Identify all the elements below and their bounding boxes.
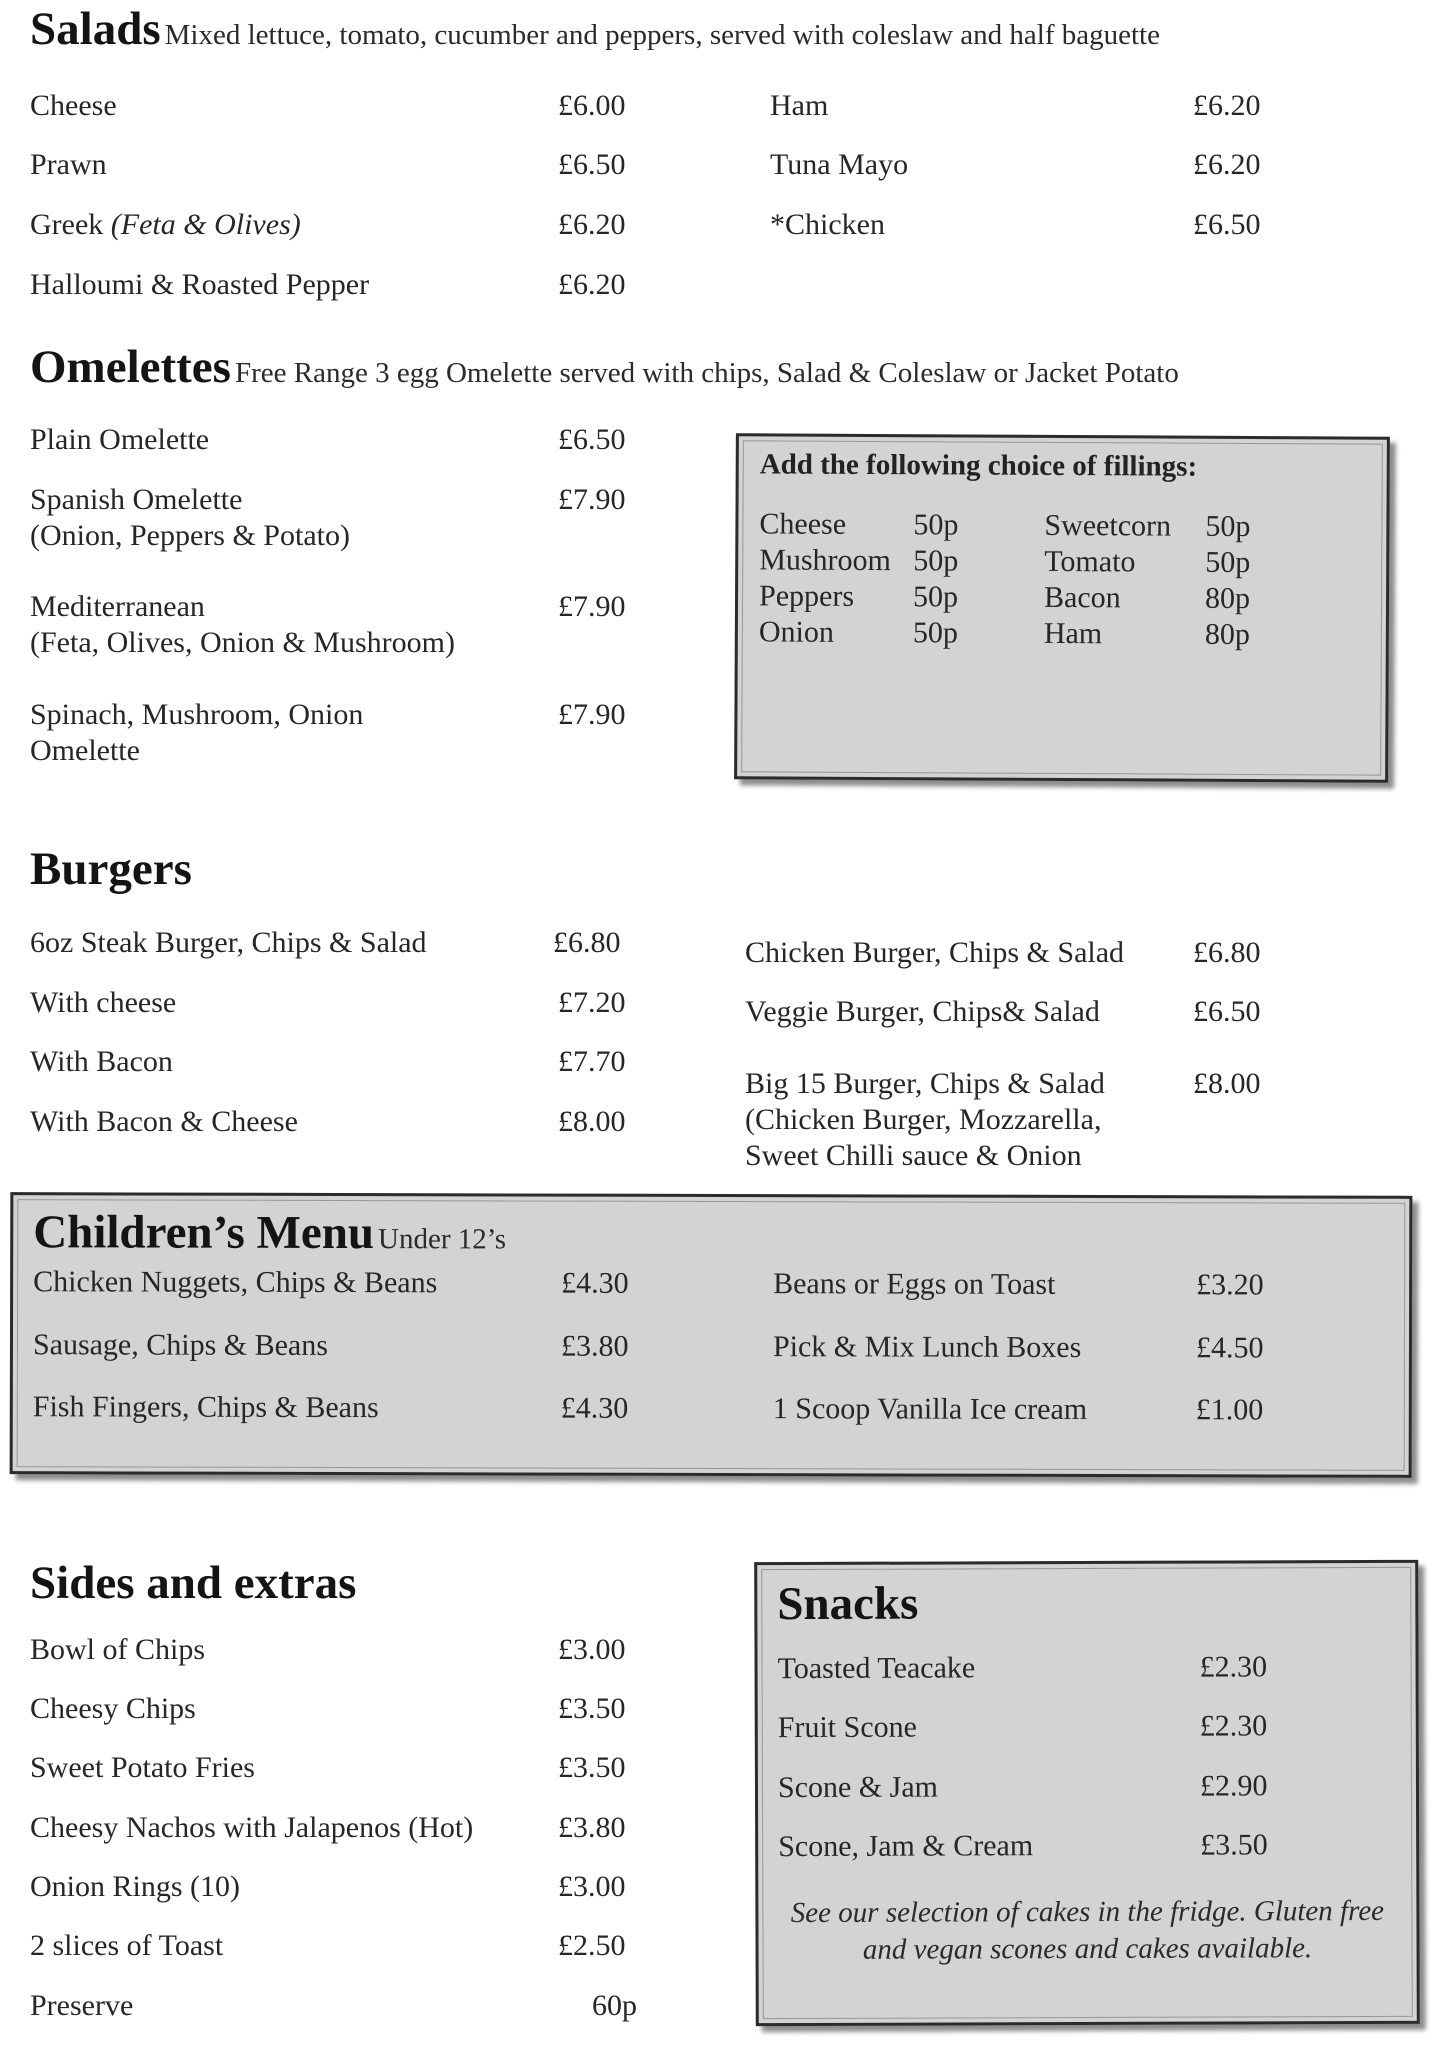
filling-price: 50p [912,616,958,650]
menu-item-name: With Bacon & Cheese [30,1105,298,1138]
menu-item-name: Tuna Mayo [770,148,909,181]
menu-item-price: £3.50 [1200,1828,1268,1862]
menu-item-name: Scone, Jam & Cream [778,1829,1034,1864]
menu-item-name: Fruit Scone [777,1710,917,1745]
menu-item-price: 60p [592,1989,637,2022]
menu-item-name: Chicken Burger, Chips & Salad [745,936,1125,969]
menu-item-detail: (Feta, Olives, Onion & Mushroom) [30,626,455,659]
menu-item-name: Cheesy Chips [30,1692,196,1725]
childrens-menu-description: Under 12’s [378,1223,507,1256]
menu-item-price: £4.50 [1195,1331,1264,1365]
menu-item-price: £7.90 [558,590,626,623]
menu-item-detail: Sweet Chilli sauce & Onion [745,1139,1082,1172]
menu-item-price: £7.90 [558,698,626,731]
menu-item-name: Cheesy Nachos with Jalapenos (Hot) [30,1811,474,1844]
filling-price: 80p [1204,581,1251,615]
menu-item-note: (Feta & Olives) [110,208,301,241]
menu-item-name: *Chicken [770,208,885,241]
menu-item-detail: (Onion, Peppers & Potato) [30,519,350,552]
menu-item-price: £6.50 [1193,995,1261,1028]
menu-item-name: Spinach, Mushroom, Onion [30,698,364,731]
menu-item-price: £3.20 [1196,1268,1264,1302]
menu-item-price: £3.80 [558,1811,626,1844]
menu-item-price: £7.70 [558,1045,626,1078]
menu-item-name: Scone & Jam [777,1770,939,1805]
sides-title: Sides and extras [30,1557,357,1609]
menu-item-price: £2.90 [1199,1769,1268,1803]
menu-item-price: £2.30 [1199,1650,1268,1684]
menu-item-name: Spanish Omelette [30,483,243,516]
snacks-note: See our selection of cakes in the fridge. Gluten free and vegan scones and cakes available. [790,1894,1385,1966]
filling-price: 50p [1205,545,1251,579]
menu-item-price: £2.30 [1199,1709,1268,1743]
filling-name: Onion [758,615,834,649]
menu-item-name: 2 slices of Toast [30,1929,224,1962]
menu-item-name: With cheese [30,986,177,1019]
menu-item-name: Onion Rings (10) [30,1870,240,1903]
snacks-box [754,1560,1420,2026]
omelettes-description: Free Range 3 egg Omelette served with chips, Salad & Coleslaw or Jacket Potato [234,357,1179,389]
menu-item-name: Halloumi & Roasted Pepper [30,268,370,301]
menu-item-name: Big 15 Burger, Chips & Salad [745,1067,1105,1100]
filling-price: 50p [913,544,959,578]
menu-item-name: With Bacon [30,1045,173,1078]
filling-name: Tomato [1044,544,1136,579]
salads-description: Mixed lettuce, tomato, cucumber and peppers, served with coleslaw and half baguette [164,19,1160,51]
menu-item-price: £6.50 [558,148,626,181]
childrens-menu-title: Children’s Menu [33,1206,375,1260]
burgers-title: Burgers [30,843,192,895]
menu-item-name: Plain Omelette [30,423,210,456]
menu-item-name: 6oz Steak Burger, Chips & Salad [30,926,427,959]
menu-item-detail: (Chicken Burger, Mozzarella, [745,1103,1102,1136]
menu-item-price: £7.90 [558,483,626,516]
menu-item-name: Prawn [30,148,107,181]
menu-item-price: £8.00 [558,1105,626,1138]
menu-item-name: Veggie Burger, Chips& Salad [745,995,1100,1028]
salads-heading [30,2,1160,56]
filling-name: Peppers [758,579,855,613]
childrens-menu-box [10,1192,1413,1478]
menu-item-price: £7.20 [558,986,626,1019]
menu-item-price: £6.20 [1193,89,1261,122]
filling-name: Ham [1043,616,1103,651]
menu-item-name: Bowl of Chips [30,1633,206,1666]
menu-item-price: £6.50 [558,423,626,456]
menu-item-price: £4.30 [560,1391,629,1425]
menu-item-name: Sausage, Chips & Beans [32,1328,328,1362]
menu-item-name-greek [30,207,301,243]
menu-item-price: £6.20 [1193,148,1261,181]
filling-name: Mushroom [759,543,892,578]
menu-item-price: £4.30 [561,1266,629,1300]
menu-item-price: £8.00 [1193,1067,1261,1100]
menu-item-price: £6.50 [1193,208,1261,241]
menu-item-name: Preserve [30,1989,134,2022]
menu-item-name: Toasted Teacake [777,1651,976,1686]
filling-price: 50p [912,580,959,614]
menu-item-name: 1 Scoop Vanilla Ice cream [772,1392,1088,1426]
menu-item-name: Ham [770,89,829,122]
menu-item-price: £3.00 [558,1633,626,1666]
fillings-box [734,433,1390,782]
menu-item-price: £2.50 [558,1929,626,1962]
menu-item-name: Beans or Eggs on Toast [773,1267,1056,1301]
menu-item-price: £6.80 [1193,936,1261,969]
filling-name: Bacon [1043,580,1121,615]
menu-item-price: £3.50 [558,1751,626,1784]
menu-item-name: Cheese [30,89,117,122]
menu-item-price: £6.20 [558,208,626,241]
salads-title: Salads [30,3,161,55]
filling-name: Cheese [759,507,847,541]
menu-item-price: £3.80 [560,1329,629,1363]
menu-item-name: Greek [30,208,104,241]
filling-price: 50p [913,508,959,542]
menu-item-price: £3.50 [558,1692,626,1725]
menu-item-price: £3.00 [558,1870,626,1903]
filling-price: 80p [1204,617,1250,651]
menu-item-price: £6.00 [558,89,626,122]
omelettes-heading [30,340,1179,394]
menu-item-price: £6.20 [558,268,626,301]
menu-item-name: Mediterranean [30,590,205,623]
fillings-title: Add the following choice of fillings: [759,448,1198,483]
filling-price: 50p [1205,509,1251,543]
menu-item-name: Fish Fingers, Chips & Beans [32,1390,379,1425]
menu-item-price: £1.00 [1195,1393,1264,1427]
menu-item-name: Sweet Potato Fries [30,1751,255,1784]
childrens-menu-heading [33,1205,506,1260]
filling-name: Sweetcorn [1044,508,1172,543]
menu-item-detail: Omelette [30,734,140,767]
menu-item-name: Chicken Nuggets, Chips & Beans [33,1265,438,1300]
omelettes-title: Omelettes [30,341,231,393]
snacks-title: Snacks [777,1577,919,1631]
menu-item-price: £6.80 [553,926,621,959]
menu-item-name: Pick & Mix Lunch Boxes [772,1330,1082,1364]
